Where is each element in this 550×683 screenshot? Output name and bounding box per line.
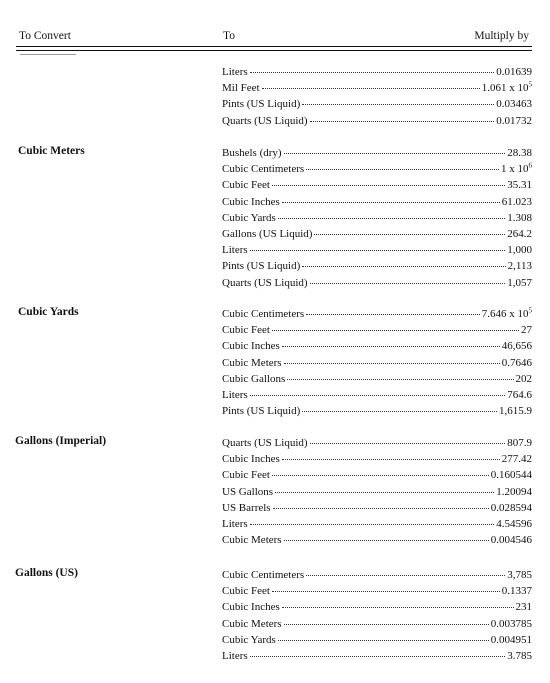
unit-to: Cubic Feet — [222, 585, 270, 598]
multiplier-value — [491, 500, 532, 516]
dot-leader — [272, 581, 500, 592]
multiplier-base: 231 — [515, 601, 532, 614]
multiplier-base: 4.54596 — [496, 518, 532, 530]
dot-leader — [250, 62, 495, 73]
multiplier-base: 277.42 — [501, 453, 532, 466]
unit-to: Cubic Meters — [222, 617, 282, 630]
unit-to: Cubic Centimeters — [222, 308, 305, 320]
header-rule-short — [20, 54, 76, 55]
multiplier-value — [507, 145, 532, 161]
multiplier-value — [507, 435, 532, 451]
multiplier-base: 0.1337 — [501, 585, 532, 598]
dot-leader — [273, 498, 489, 509]
dot-leader — [284, 614, 489, 625]
unit-to: Liters — [222, 244, 248, 257]
unit-to: Quarts (US Liquid) — [222, 276, 308, 289]
multiplier-value — [507, 226, 532, 242]
multiplier-value — [501, 161, 532, 177]
header-rule-top — [16, 46, 532, 47]
dot-leader — [272, 320, 519, 331]
header-multiply-by: Multiply by — [474, 30, 529, 42]
multiplier-base: 1,057 — [507, 276, 532, 289]
group-title: Gallons (US) — [15, 567, 78, 579]
multiplier-base: 202 — [515, 372, 532, 385]
multiplier-base: 807.9 — [507, 437, 532, 449]
multiplier-base: 3,785 — [507, 569, 532, 581]
multiplier-value — [507, 648, 532, 664]
multiplier-value — [502, 194, 532, 210]
dot-leader — [287, 369, 513, 380]
multiplier-exponent: 5 — [528, 80, 532, 89]
dot-leader — [250, 240, 506, 251]
dot-leader — [310, 273, 506, 284]
multiplier-base: 1,000 — [507, 244, 532, 257]
unit-to: Cubic Inches — [222, 340, 280, 353]
multiplier-base: 0.028594 — [490, 501, 532, 514]
multiplier-value — [507, 242, 532, 258]
multiplier-exponent: 5 — [528, 306, 532, 315]
unit-to: Pints (US Liquid) — [222, 98, 301, 111]
dot-leader — [302, 256, 505, 267]
unit-to: Cubic Feet — [222, 179, 270, 192]
multiplier-value — [508, 258, 532, 274]
unit-to: Quarts (US Liquid) — [222, 114, 308, 127]
multiplier-value — [496, 516, 532, 532]
unit-to: Cubic Meters — [222, 356, 282, 369]
multiplier-base: 764.6 — [507, 389, 532, 401]
multiplier-base: 1.308 — [507, 211, 532, 224]
conversion-row — [222, 275, 532, 291]
multiplier-base: 0.004951 — [490, 633, 532, 646]
unit-to: US Barrels — [222, 501, 271, 514]
dot-leader — [282, 336, 500, 347]
multiplier-value — [499, 403, 532, 419]
unit-to: Pints (US Liquid) — [222, 405, 301, 418]
unit-to: Liters — [222, 66, 248, 78]
unit-to: Liters — [222, 518, 248, 530]
unit-to: Liters — [222, 389, 248, 401]
dot-leader — [250, 646, 506, 657]
multiplier-value — [496, 96, 532, 112]
unit-to: Pints (US Liquid) — [222, 260, 301, 273]
unit-to: Cubic Feet — [222, 469, 270, 482]
conversion-row — [222, 532, 532, 548]
multiplier-value — [516, 599, 533, 615]
dot-leader — [302, 94, 494, 105]
group-title: Cubic Meters — [18, 145, 85, 157]
multiplier-base: 1.061 x 10 — [481, 82, 529, 95]
multiplier-base: 3.785 — [507, 650, 532, 662]
unit-to: Cubic Feet — [222, 324, 270, 337]
conversion-row — [222, 403, 532, 419]
multiplier-value — [496, 64, 532, 80]
dot-leader — [272, 465, 489, 476]
unit-to: Cubic Yards — [222, 633, 276, 646]
unit-to: Gallons (US Liquid) — [222, 228, 313, 240]
multiplier-value — [507, 210, 532, 226]
unit-to: US Gallons — [222, 485, 274, 498]
multiplier-value — [502, 451, 532, 467]
multiplier-base: 1.20094 — [496, 485, 532, 498]
unit-to: Liters — [222, 650, 248, 662]
multiplier-base: 0.7646 — [501, 356, 532, 369]
multiplier-base: 1 x 10 — [501, 163, 529, 176]
multiplier-base: 0.160544 — [490, 469, 532, 482]
header-to: To — [223, 30, 235, 42]
dot-leader — [282, 449, 500, 460]
multiplier-base: 1,615.9 — [499, 405, 532, 418]
dot-leader — [284, 353, 500, 364]
multiplier-base: 61.023 — [501, 195, 532, 208]
dot-leader — [262, 78, 480, 89]
dot-leader — [275, 482, 494, 493]
unit-to: Cubic Inches — [222, 195, 280, 208]
dot-leader — [278, 630, 489, 641]
unit-to: Bushels (dry) — [222, 147, 282, 159]
dot-leader — [282, 597, 514, 608]
header-rule-bottom — [16, 50, 532, 51]
unit-to: Cubic Yards — [222, 211, 276, 224]
dot-leader — [272, 175, 505, 186]
multiplier-base: 0.003785 — [490, 617, 532, 630]
multiplier-value — [496, 484, 532, 500]
group-title: Cubic Yards — [18, 306, 79, 318]
multiplier-base: 0.03463 — [496, 98, 532, 111]
multiplier-base: 28.38 — [507, 147, 532, 159]
unit-to: Quarts (US Liquid) — [222, 437, 308, 449]
dot-leader — [306, 159, 499, 170]
unit-to: Cubic Inches — [222, 453, 280, 466]
multiplier-value — [491, 616, 532, 632]
multiplier-value — [507, 177, 532, 193]
multiplier-value — [507, 567, 532, 583]
dot-leader — [282, 192, 500, 203]
dot-leader — [250, 385, 506, 396]
dot-leader — [284, 143, 506, 154]
group-title: Gallons (Imperial) — [15, 435, 107, 447]
dot-leader — [310, 433, 506, 444]
multiplier-base: 7.646 x 10 — [481, 308, 529, 320]
dot-leader — [278, 208, 505, 219]
conversion-row — [222, 113, 532, 129]
multiplier-value — [507, 275, 532, 291]
multiplier-base: 0.004546 — [490, 534, 532, 547]
multiplier-value — [516, 371, 533, 387]
multiplier-base: 264.2 — [507, 228, 532, 240]
multiplier-value — [491, 532, 532, 548]
conversion-row — [222, 648, 532, 664]
multiplier-base: 2,113 — [507, 260, 532, 273]
dot-leader — [314, 224, 505, 235]
multiplier-value — [502, 338, 532, 354]
dot-leader — [310, 111, 495, 122]
dot-leader — [306, 565, 505, 576]
unit-to: Cubic Centimeters — [222, 163, 305, 176]
unit-to: Cubic Gallons — [222, 372, 286, 385]
dot-leader — [306, 304, 480, 315]
dot-leader — [250, 514, 495, 525]
multiplier-value — [521, 322, 532, 338]
multiplier-base: 0.01639 — [496, 66, 532, 78]
multiplier-value — [491, 467, 532, 483]
multiplier-base: 35.31 — [507, 179, 532, 192]
multiplier-base: 27 — [521, 324, 532, 337]
multiplier-base: 46,656 — [501, 340, 532, 353]
unit-to: Cubic Inches — [222, 601, 280, 614]
multiplier-base: 0.01732 — [496, 114, 532, 127]
unit-to: Mil Feet — [222, 82, 260, 95]
multiplier-exponent: 6 — [528, 161, 532, 170]
unit-to: Cubic Centimeters — [222, 569, 305, 581]
multiplier-value — [496, 113, 532, 129]
multiplier-value — [507, 387, 532, 403]
dot-leader — [284, 530, 489, 541]
header-to-convert: To Convert — [19, 30, 71, 42]
unit-to: Cubic Meters — [222, 534, 282, 547]
dot-leader — [302, 401, 497, 412]
